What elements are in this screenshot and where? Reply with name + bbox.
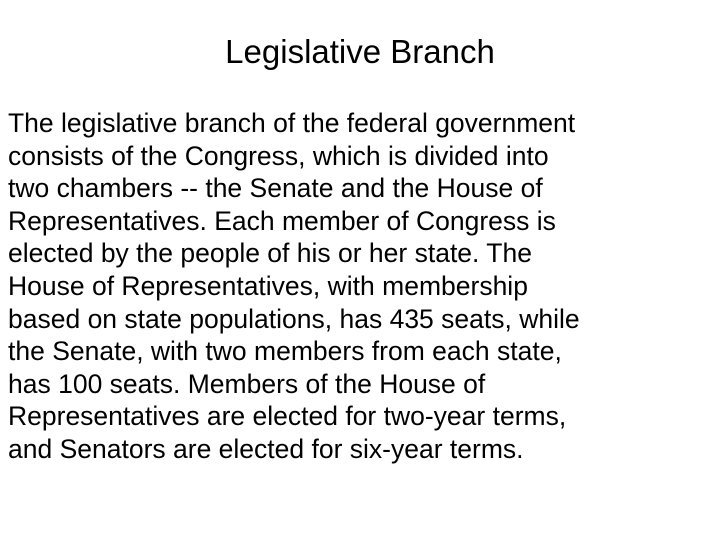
- body-line: elected by the people of his or her state. The: [8, 238, 532, 269]
- body-line: consists of the Congress, which is divided into: [8, 140, 549, 171]
- body-line: two chambers -- the Senate and the House of: [8, 173, 543, 204]
- body-line: House of Representatives, with membership: [8, 270, 528, 301]
- slide-title: Legislative Branch: [225, 33, 495, 70]
- body-line: Representatives. Each member of Congress is: [8, 205, 556, 236]
- body-line: based on state populations, has 435 seats, while: [8, 303, 580, 334]
- body-line: the Senate, with two members from each state,: [8, 336, 562, 367]
- body-line: The legislative branch of the federal government: [8, 108, 576, 138]
- slide-body: [8, 107, 720, 466]
- body-line: and Senators are elected for six-year terms.: [8, 433, 524, 464]
- body-line: Representatives are elected for two-year terms,: [8, 401, 567, 432]
- body-line: has 100 seats. Members of the House of: [8, 368, 486, 399]
